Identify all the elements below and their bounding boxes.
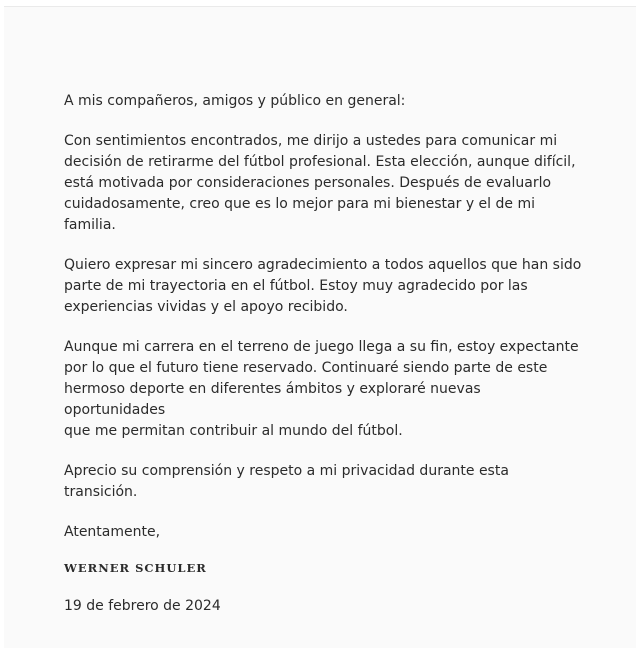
letter-date: 19 de febrero de 2024	[64, 598, 221, 614]
letter-paragraph: Con sentimientos encontrados, me dirijo a ustedes para comunicar mi decisión de retirarme del fútbol profesional. Esta elección, aunque difícil, está motivada por consideraciones personales. Después de evaluarlo cuidadosamente, creo que es lo mejor para mi bienestar y el de mi familia.	[64, 133, 576, 233]
letter-closing: Atentamente,	[64, 524, 161, 540]
letter-paragraph: Aprecio su comprensión y respeto a mi privacidad durante esta transición.	[64, 463, 509, 500]
letter-paragraph: Quiero expresar mi sincero agradecimiento a todos aquellos que han sido parte de mi trayectoria en el fútbol. Estoy muy agradecido por las experiencias vividas y el apoyo recibido.	[64, 257, 582, 315]
retirement-letter	[64, 91, 584, 635]
letter-greeting: A mis compañeros, amigos y público en general:	[64, 93, 406, 109]
letter-paragraph: Aunque mi carrera en el terreno de juego llega a su fin, estoy expectante por lo que el futuro tiene reservado. Continuaré siendo parte de este hermoso deporte en diferentes ámbitos y exploraré nuevas oportunidades que me permitan contribuir al mundo del fútbol.	[64, 339, 579, 439]
signature-name: WERNER SCHULER	[64, 561, 207, 575]
